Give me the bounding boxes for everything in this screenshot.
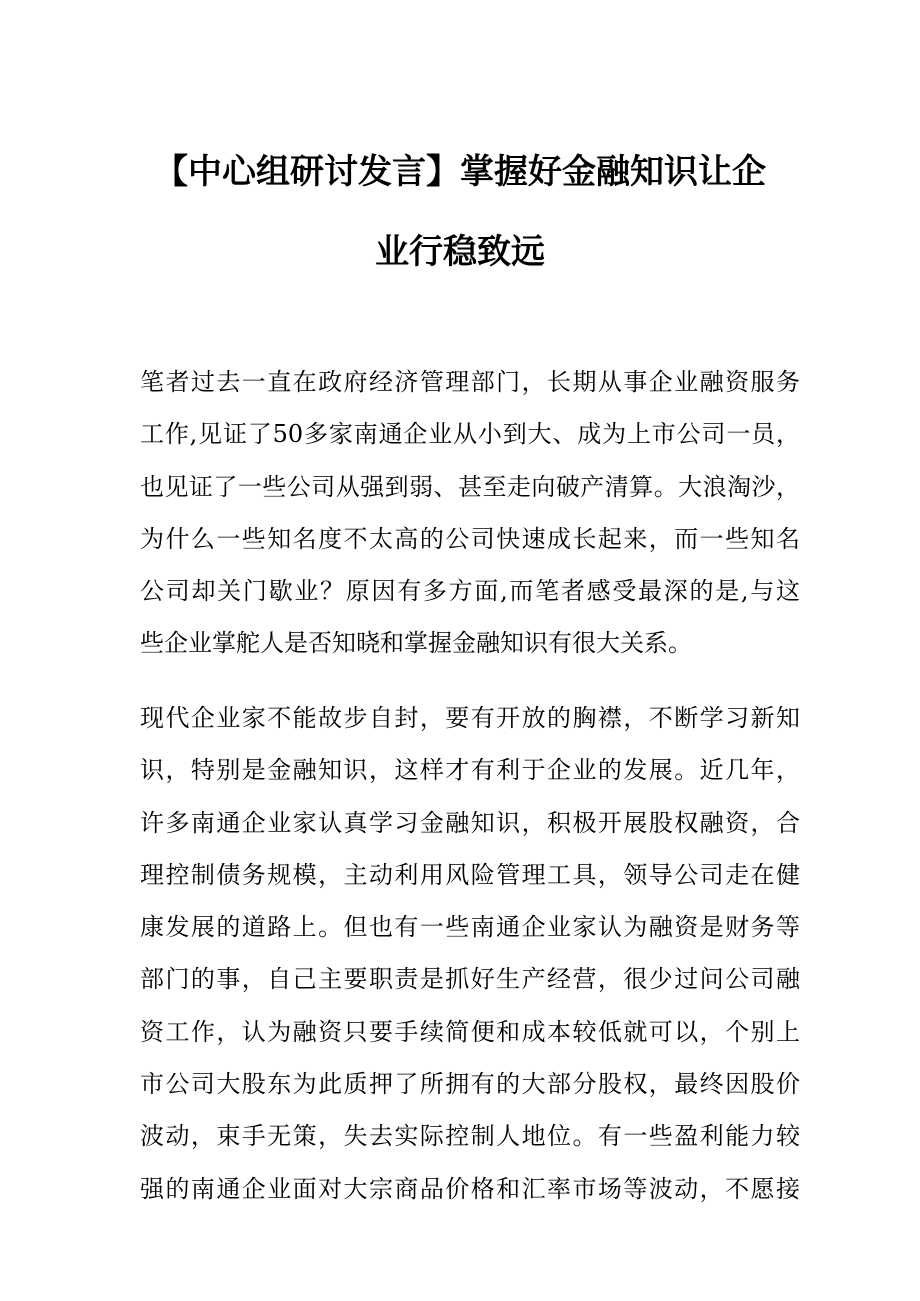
paragraph-line: 理控制债务规模，主动利用风险管理工具，领导公司走在健: [140, 860, 800, 889]
paragraph-line: 强的南通企业面对大宗商品价格和汇率市场等波动，不愿接: [140, 1174, 800, 1203]
paragraph-line: 笔者过去一直在政府经济管理部门，长期从事企业融资服务: [140, 368, 800, 396]
paragraph-line: 也见证了一些公司从强到弱、甚至走向破产清算。大浪淘沙，: [140, 472, 800, 501]
paragraph-line: 公司却关门歇业？原因有多方面,而笔者感受最深的是,与这: [140, 577, 800, 606]
paragraph-1: [140, 356, 800, 670]
document-title-line-1: 【中心组研讨发言】掌握好金融知识让企: [154, 152, 766, 192]
paragraph-line: 市公司大股东为此质押了所拥有的大部分股权，最终因股价: [140, 1070, 800, 1099]
paragraph-line: 资工作，认为融资只要手续简便和成本较低就可以，个别上: [140, 1017, 800, 1046]
paragraph-line: 工作,见证了50多家南通企业从小到大、成为上市公司一员，: [140, 420, 800, 449]
document-title-line-2: 业行稳致远: [375, 232, 545, 272]
paragraph-line: 康发展的道路上。但也有一些南通企业家认为融资是财务等: [140, 913, 800, 942]
paragraph-line: 现代企业家不能故步自封，要有开放的胸襟，不断学习新知: [140, 704, 800, 732]
paragraph-line: 许多南通企业家认真学习金融知识，积极开展股权融资，合: [140, 808, 800, 837]
paragraph-line: 些企业掌舵人是否知晓和掌握金融知识有很大关系。: [140, 629, 692, 658]
paragraph-2: [140, 692, 800, 1215]
paragraph-line: 为什么一些知名度不太高的公司快速成长起来，而一些知名: [140, 524, 800, 553]
paragraph-line: 部门的事，自己主要职责是抓好生产经营，很少过问公司融: [140, 965, 800, 994]
paragraph-line: 波动，束手无策，失去实际控制人地位。有一些盈利能力较: [140, 1122, 800, 1151]
paragraph-line: 识，特别是金融知识，这样才有利于企业的发展。近几年，: [140, 756, 800, 785]
